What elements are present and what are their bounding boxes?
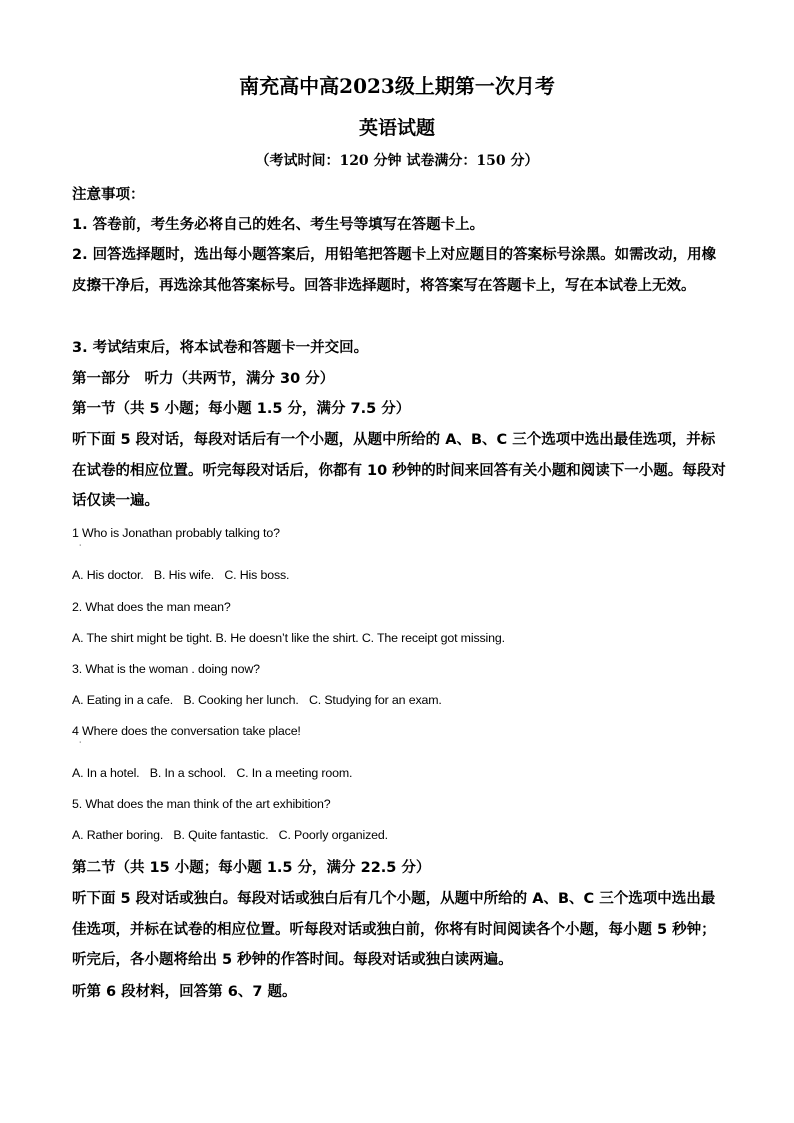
option-b: B. Cooking her lunch. xyxy=(183,693,299,707)
option-b: B. Quite fantastic. xyxy=(173,828,269,842)
question-5-options xyxy=(72,828,726,842)
section2-heading: 第二节（共 15 小题；每小题 1.5 分，满分 22.5 分） xyxy=(72,860,431,876)
option-a: A. In a hotel. xyxy=(72,766,140,780)
notice-item-3: 3. 考试结束后，将本试卷和答题卡一并交回。 xyxy=(72,340,369,356)
section2-material: 听第 6 段材料，回答第 6、7 题。 xyxy=(72,984,297,1000)
option-b: B. In a school. xyxy=(149,766,227,780)
question-2-options xyxy=(72,631,726,645)
option-c: C. In a meeting room. xyxy=(236,766,353,780)
option-a: A. Eating in a cafe. xyxy=(72,693,174,707)
question-3-options xyxy=(72,693,726,707)
question-4: 4 Where does the conversation take place! xyxy=(72,724,301,738)
option-a: A. Rather boring. xyxy=(72,828,164,842)
option-a: A. The shirt might be tight. xyxy=(72,631,213,645)
notice-heading: 注意事项： xyxy=(72,187,145,203)
section1-heading: 第一节（共 5 小题；每小题 1.5 分，满分 7.5 分） xyxy=(72,401,411,417)
stray-dot: ˙ xyxy=(79,741,83,752)
exam-title: 南充高中高2023级上期第一次月考 xyxy=(239,74,555,98)
question-3: 3. What is the woman . doing now? xyxy=(72,662,260,676)
section1-instructions: 听下面 5 段对话，每段对话后有一个小题，从题中所给的 A、B、C 三个选项中选出最佳选项，并标在试卷的相应位置。听完每段对话后，你都有 10 秒钟的时间来回答有关小题和阅读下一小题。每段对话仅读一遍。 xyxy=(72,432,726,509)
option-c: C. His boss. xyxy=(224,568,290,582)
question-4-options xyxy=(72,766,726,780)
question-1-options xyxy=(72,568,726,582)
question-2: 2. What does the man mean? xyxy=(72,600,231,614)
part1-heading: 第一部分 听力（共两节，满分 30 分） xyxy=(72,371,335,387)
subject-title: 英语试题 xyxy=(358,117,435,139)
stray-dot: ˙ xyxy=(79,544,83,555)
option-b: B. He doesn’t like the shirt. xyxy=(215,631,359,645)
option-b: B. His wife. xyxy=(153,568,215,582)
question-5: 5. What does the man think of the art exhibition? xyxy=(72,797,331,811)
option-c: C. Studying for an exam. xyxy=(308,693,442,707)
question-1: 1 Who is Jonathan probably talking to? xyxy=(72,526,280,540)
exam-info: （考试时间：120 分钟 试卷满分：150 分） xyxy=(255,153,539,169)
option-c: C. Poorly organized. xyxy=(278,828,388,842)
notice-item-1: 1. 答卷前，考生务必将自己的姓名、考生号等填写在答题卡上。 xyxy=(72,217,485,233)
option-a: A. His doctor. xyxy=(72,568,144,582)
notice-item-2: 2. 回答选择题时，选出每小题答案后，用铅笔把答题卡上对应题目的答案标号涂黑。如需改动，用橡皮擦干净后，再选涂其他答案标号。回答非选择题时，将答案写在答题卡上，写在本试卷上无效。 xyxy=(72,247,717,294)
section2-instructions: 听下面 5 段对话或独白。每段对话或独白后有几个小题，从题中所给的 A、B、C 三个选项中选出最佳选项，并标在试卷的相应位置。听每段对话或独白前，你将有时间阅读各个小题，每小题 5 秒钟；听完后，各小题将给出 5 秒钟的作答时间。每段对话或独白读两遍。 xyxy=(72,891,716,968)
option-c: C. The receipt got missing. xyxy=(361,631,505,645)
